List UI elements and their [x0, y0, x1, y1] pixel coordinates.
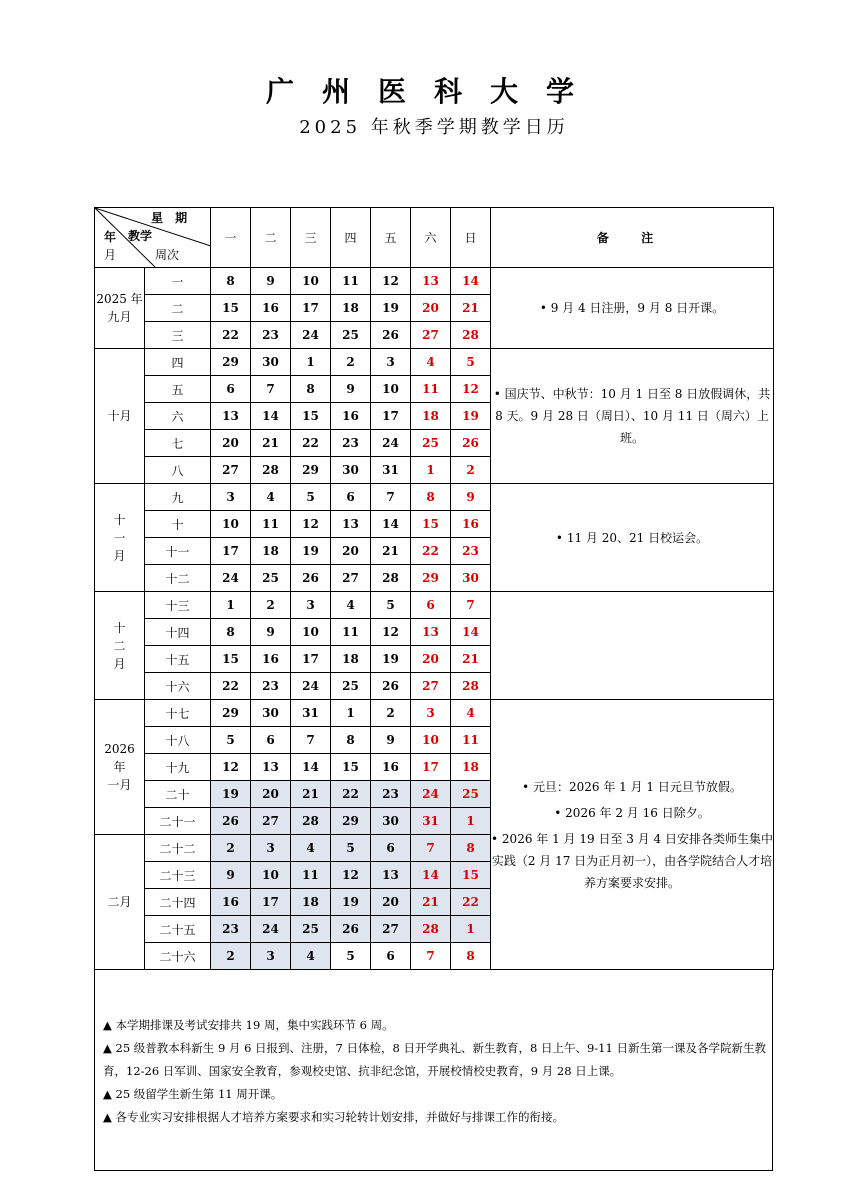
date-cell: 3: [371, 349, 411, 376]
date-cell: 14: [291, 754, 331, 781]
week-number: 八: [145, 457, 211, 484]
remark-text: • 2026 年 2 月 16 日除夕。: [554, 805, 710, 820]
date-cell: 29: [331, 808, 371, 835]
date-cell: 11: [451, 727, 491, 754]
date-cell: 19: [291, 538, 331, 565]
university-title: 广州医科大学: [265, 75, 602, 108]
date-cell: 18: [411, 403, 451, 430]
week-number: 二: [145, 295, 211, 322]
date-cell: 10: [291, 268, 331, 295]
date-cell: 13: [411, 268, 451, 295]
day-header: 六: [411, 208, 451, 268]
date-cell: 25: [331, 673, 371, 700]
date-cell: 5: [331, 835, 371, 862]
date-cell: 7: [411, 943, 451, 970]
date-cell: 24: [251, 916, 291, 943]
date-cell: 8: [211, 268, 251, 295]
date-cell: 31: [291, 700, 331, 727]
date-cell: 28: [451, 673, 491, 700]
date-cell: 22: [291, 430, 331, 457]
week-number: 七: [145, 430, 211, 457]
date-cell: 31: [411, 808, 451, 835]
remark-cell: [491, 484, 774, 592]
date-cell: 27: [251, 808, 291, 835]
date-cell: 21: [251, 430, 291, 457]
date-cell: 8: [451, 943, 491, 970]
date-cell: 15: [411, 511, 451, 538]
date-cell: 2: [451, 457, 491, 484]
date-cell: 27: [371, 916, 411, 943]
corner-star: 星 期: [151, 211, 192, 225]
date-cell: 5: [291, 484, 331, 511]
day-header: 一: [211, 208, 251, 268]
remark-text: • 国庆节、中秋节：10 月 1 日至 8 日放假调休，共 8 天。9 月 28 日（周日）、10 月 11 日（周六）上班。: [493, 387, 771, 445]
day-header: 五: [371, 208, 411, 268]
date-cell: 1: [451, 916, 491, 943]
date-cell: 6: [251, 727, 291, 754]
date-cell: 10: [291, 619, 331, 646]
footer-note: ▲ 25 级留学生新生第 11 周开课。: [103, 1087, 283, 1101]
date-cell: 13: [251, 754, 291, 781]
week-number: 二十五: [145, 916, 211, 943]
week-number: 一: [145, 268, 211, 295]
date-cell: 13: [411, 619, 451, 646]
footer-note: ▲ 本学期排课及考试安排共 19 周，集中实践环节 6 周。: [103, 1018, 394, 1032]
week-row: [95, 484, 774, 511]
date-cell: 31: [371, 457, 411, 484]
date-cell: 11: [251, 511, 291, 538]
week-number: 二十: [145, 781, 211, 808]
date-cell: 1: [451, 808, 491, 835]
date-cell: 24: [411, 781, 451, 808]
date-cell: 9: [211, 862, 251, 889]
date-cell: 17: [371, 403, 411, 430]
date-cell: 15: [211, 295, 251, 322]
week-number: 九: [145, 484, 211, 511]
date-cell: 21: [451, 295, 491, 322]
date-cell: 23: [451, 538, 491, 565]
corner-month: 月: [104, 248, 117, 262]
date-cell: 9: [251, 619, 291, 646]
date-cell: 28: [411, 916, 451, 943]
date-cell: 22: [411, 538, 451, 565]
remark-header: 备 注: [491, 208, 774, 268]
date-cell: 18: [451, 754, 491, 781]
date-cell: 29: [291, 457, 331, 484]
date-cell: 3: [211, 484, 251, 511]
month-label: 2025 年 九月: [95, 268, 145, 349]
date-cell: 30: [371, 808, 411, 835]
week-number: 十八: [145, 727, 211, 754]
date-cell: 4: [291, 835, 331, 862]
date-cell: 23: [251, 673, 291, 700]
date-cell: 20: [211, 430, 251, 457]
date-cell: 20: [411, 646, 451, 673]
date-cell: 16: [331, 403, 371, 430]
date-cell: 11: [331, 619, 371, 646]
date-cell: 2: [331, 349, 371, 376]
date-cell: 7: [291, 727, 331, 754]
calendar-table: [94, 207, 774, 970]
day-header: 二: [251, 208, 291, 268]
date-cell: 24: [291, 673, 331, 700]
date-cell: 6: [371, 835, 411, 862]
week-number: 十二: [145, 565, 211, 592]
week-number: 二十六: [145, 943, 211, 970]
date-cell: 3: [251, 835, 291, 862]
date-cell: 25: [291, 916, 331, 943]
date-cell: 12: [291, 511, 331, 538]
date-cell: 26: [291, 565, 331, 592]
date-cell: 21: [291, 781, 331, 808]
date-cell: 9: [371, 727, 411, 754]
date-cell: 18: [331, 646, 371, 673]
week-row: [95, 592, 774, 619]
date-cell: 11: [411, 376, 451, 403]
date-cell: 30: [251, 700, 291, 727]
date-cell: 30: [451, 565, 491, 592]
date-cell: 6: [211, 376, 251, 403]
date-cell: 19: [331, 889, 371, 916]
date-cell: 12: [371, 268, 411, 295]
date-cell: 21: [371, 538, 411, 565]
date-cell: 8: [291, 376, 331, 403]
week-number: 十九: [145, 754, 211, 781]
week-number: 十七: [145, 700, 211, 727]
month-label: 十 一 月: [95, 484, 145, 592]
date-cell: 22: [211, 673, 251, 700]
week-number: 十: [145, 511, 211, 538]
date-cell: 26: [451, 430, 491, 457]
date-cell: 21: [451, 646, 491, 673]
date-cell: 15: [331, 754, 371, 781]
date-cell: 7: [371, 484, 411, 511]
date-cell: 4: [251, 484, 291, 511]
date-cell: 22: [211, 322, 251, 349]
date-cell: 24: [211, 565, 251, 592]
date-cell: 1: [331, 700, 371, 727]
date-cell: 13: [371, 862, 411, 889]
date-cell: 14: [451, 619, 491, 646]
date-cell: 28: [291, 808, 331, 835]
date-cell: 16: [371, 754, 411, 781]
date-cell: 22: [451, 889, 491, 916]
date-cell: 10: [371, 376, 411, 403]
date-cell: 24: [371, 430, 411, 457]
date-cell: 29: [211, 349, 251, 376]
date-cell: 30: [331, 457, 371, 484]
date-cell: 8: [451, 835, 491, 862]
date-cell: 9: [451, 484, 491, 511]
date-cell: 2: [251, 592, 291, 619]
date-cell: 1: [411, 457, 451, 484]
date-cell: 3: [411, 700, 451, 727]
remark-cell: [491, 268, 774, 349]
date-cell: 18: [291, 889, 331, 916]
date-cell: 25: [451, 781, 491, 808]
date-cell: 13: [331, 511, 371, 538]
date-cell: 26: [371, 322, 411, 349]
date-cell: 12: [211, 754, 251, 781]
date-cell: 27: [331, 565, 371, 592]
date-cell: 25: [411, 430, 451, 457]
date-cell: 24: [291, 322, 331, 349]
date-cell: 25: [331, 322, 371, 349]
date-cell: 20: [331, 538, 371, 565]
corner-year: 年: [104, 230, 117, 244]
date-cell: 5: [371, 592, 411, 619]
date-cell: 30: [251, 349, 291, 376]
date-cell: 3: [291, 592, 331, 619]
date-cell: 19: [451, 403, 491, 430]
date-cell: 14: [371, 511, 411, 538]
date-cell: 28: [451, 322, 491, 349]
week-number: 二十一: [145, 808, 211, 835]
date-cell: 17: [291, 646, 331, 673]
week-number: 六: [145, 403, 211, 430]
date-cell: 8: [331, 727, 371, 754]
footer-note: ▲ 各专业实习安排根据人才培养方案要求和实习轮转计划安排，并做好与排课工作的衔接。: [103, 1110, 564, 1124]
date-cell: 17: [251, 889, 291, 916]
date-cell: 16: [251, 295, 291, 322]
date-cell: 23: [211, 916, 251, 943]
date-cell: 20: [411, 295, 451, 322]
date-cell: 1: [211, 592, 251, 619]
corner-week: 周次: [155, 248, 180, 262]
date-cell: 15: [211, 646, 251, 673]
day-header: 日: [451, 208, 491, 268]
date-cell: 6: [331, 484, 371, 511]
date-cell: 19: [371, 646, 411, 673]
date-cell: 10: [251, 862, 291, 889]
remark-cell: [491, 700, 774, 970]
date-cell: 4: [411, 349, 451, 376]
date-cell: 11: [291, 862, 331, 889]
date-cell: 6: [371, 943, 411, 970]
date-cell: 1: [291, 349, 331, 376]
corner-header: [95, 208, 211, 268]
date-cell: 5: [211, 727, 251, 754]
date-cell: 6: [411, 592, 451, 619]
date-cell: 3: [251, 943, 291, 970]
date-cell: 9: [331, 376, 371, 403]
month-label: 二月: [95, 835, 145, 970]
date-cell: 9: [251, 268, 291, 295]
week-number: 十四: [145, 619, 211, 646]
month-label: 十 二 月: [95, 592, 145, 700]
remark-cell: [491, 592, 774, 700]
calendar-subtitle: 2025 年秋季学期教学日历: [299, 117, 569, 138]
week-number: 二十三: [145, 862, 211, 889]
week-number: 二十四: [145, 889, 211, 916]
date-cell: 23: [251, 322, 291, 349]
date-cell: 26: [371, 673, 411, 700]
footer-note: ▲ 25 级普教本科新生 9 月 6 日报到、注册，7 日体检，8 日开学典礼、新生教育，8 日上午、9-11 日新生第一课及各学院新生教育，12-26 日军训、国家安全教育，参观校史馆、抗非纪念馆，开展校情校史教育，9 月 28 日上课。: [103, 1041, 766, 1078]
date-cell: 28: [371, 565, 411, 592]
date-cell: 14: [451, 268, 491, 295]
date-cell: 23: [371, 781, 411, 808]
week-number: 三: [145, 322, 211, 349]
date-cell: 14: [411, 862, 451, 889]
date-cell: 17: [291, 295, 331, 322]
remark-text: • 9 月 4 日注册，9 月 8 日开课。: [539, 301, 725, 315]
footer-notes: [94, 970, 773, 1171]
week-row: [95, 268, 774, 295]
remark-text: • 元旦：2026 年 1 月 1 日元旦节放假。: [522, 779, 742, 794]
date-cell: 17: [411, 754, 451, 781]
date-cell: 27: [411, 673, 451, 700]
date-cell: 19: [211, 781, 251, 808]
date-cell: 17: [211, 538, 251, 565]
date-cell: 18: [331, 295, 371, 322]
week-row: [95, 349, 774, 376]
date-cell: 15: [451, 862, 491, 889]
date-cell: 15: [291, 403, 331, 430]
week-number: 二十二: [145, 835, 211, 862]
date-cell: 18: [251, 538, 291, 565]
date-cell: 8: [411, 484, 451, 511]
date-cell: 21: [411, 889, 451, 916]
date-cell: 28: [251, 457, 291, 484]
week-number: 五: [145, 376, 211, 403]
date-cell: 20: [251, 781, 291, 808]
week-row: [95, 700, 774, 727]
remark-text: • 11 月 20、21 日校运会。: [555, 530, 709, 545]
date-cell: 4: [291, 943, 331, 970]
date-cell: 7: [411, 835, 451, 862]
date-cell: 13: [211, 403, 251, 430]
date-cell: 16: [211, 889, 251, 916]
date-cell: 7: [251, 376, 291, 403]
date-cell: 14: [251, 403, 291, 430]
day-header: 三: [291, 208, 331, 268]
date-cell: 7: [451, 592, 491, 619]
day-header: 四: [331, 208, 371, 268]
date-cell: 20: [371, 889, 411, 916]
week-number: 十一: [145, 538, 211, 565]
date-cell: 12: [331, 862, 371, 889]
remark-cell: [491, 349, 774, 484]
date-cell: 29: [211, 700, 251, 727]
date-cell: 12: [451, 376, 491, 403]
date-cell: 27: [211, 457, 251, 484]
date-cell: 22: [331, 781, 371, 808]
date-cell: 2: [371, 700, 411, 727]
week-number: 十五: [145, 646, 211, 673]
date-cell: 5: [451, 349, 491, 376]
date-cell: 12: [371, 619, 411, 646]
month-label: 十月: [95, 349, 145, 484]
date-cell: 23: [331, 430, 371, 457]
date-cell: 8: [211, 619, 251, 646]
date-cell: 2: [211, 943, 251, 970]
date-cell: 27: [411, 322, 451, 349]
date-cell: 16: [451, 511, 491, 538]
date-cell: 19: [371, 295, 411, 322]
week-number: 十六: [145, 673, 211, 700]
date-cell: 16: [251, 646, 291, 673]
remark-text: • 2026 年 1 月 19 日至 3 月 4 日安排各类师生集中实践（2 月 17 日为正月初一），由各学院结合人才培养方案要求安排。: [491, 831, 773, 890]
week-number: 十三: [145, 592, 211, 619]
date-cell: 5: [331, 943, 371, 970]
date-cell: 11: [331, 268, 371, 295]
date-cell: 29: [411, 565, 451, 592]
date-cell: 10: [211, 511, 251, 538]
date-cell: 25: [251, 565, 291, 592]
date-cell: 4: [331, 592, 371, 619]
week-number: 四: [145, 349, 211, 376]
date-cell: 10: [411, 727, 451, 754]
corner-teach: 教学: [128, 229, 153, 243]
date-cell: 2: [211, 835, 251, 862]
date-cell: 26: [211, 808, 251, 835]
date-cell: 26: [331, 916, 371, 943]
month-label: 2026 年 一月: [95, 700, 145, 835]
date-cell: 4: [451, 700, 491, 727]
